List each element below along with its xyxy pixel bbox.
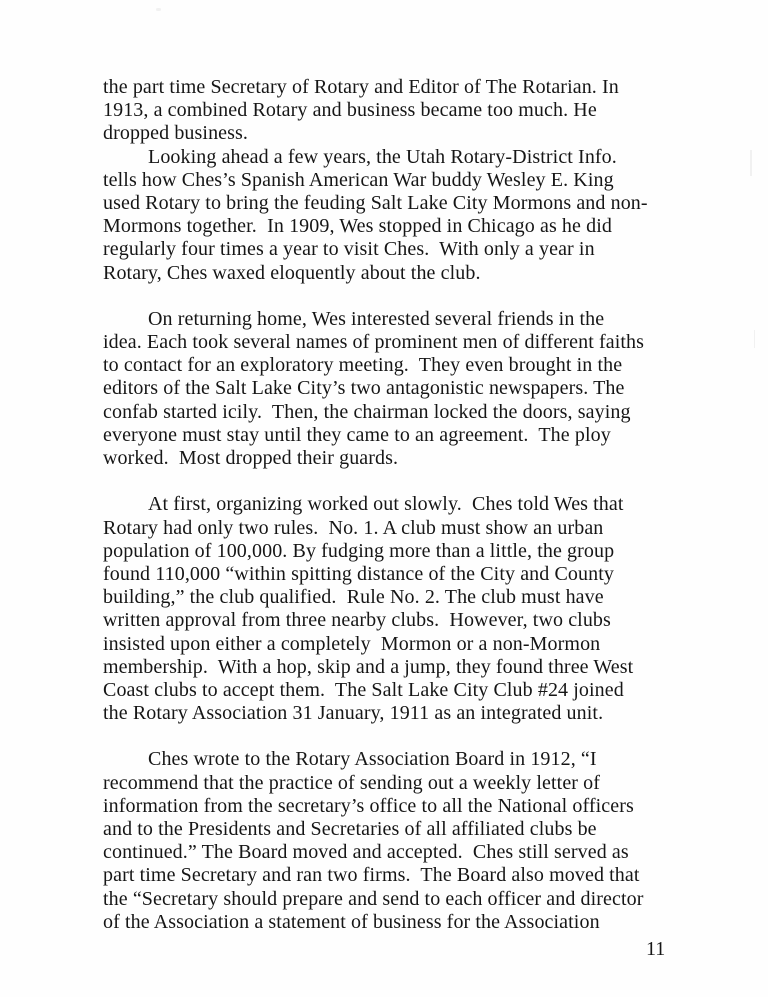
scan-artifact [750,150,752,176]
text-line: part time Secretary and ran two firms. The Board also moved that [103,864,640,887]
paragraph [103,76,648,146]
text-line: found 110,000 “within spitting distance of the City and County [103,562,614,585]
text-line: recommend that the practice of sending out a weekly letter of [103,771,601,794]
text-line: Coast clubs to accept them. The Salt Lake City Club #24 joined [103,678,624,701]
text-line: building,” the club qualified. Rule No. 2. The club must have [103,586,604,609]
page-body-text [103,76,648,934]
text-line: confab started icily. Then, the chairman locked the doors, saying [103,400,631,423]
text-line: tells how Ches’s Spanish American War buddy Wesley E. King [103,168,614,191]
text-line: the “Secretary should prepare and send to each officer and director [103,887,644,910]
text-line: everyone must stay until they came to an agreement. The ploy [103,423,611,446]
text-line: used Rotary to bring the feuding Salt Lake City Mormons and non- [103,191,648,214]
text-line: idea. Each took several names of prominent men of different faiths [103,331,645,354]
paragraph [103,308,648,470]
text-line: the Rotary Association 31 January, 1911 as an integrated unit. [103,702,604,725]
text-line: to contact for an exploratory meeting. They even brought in the [103,354,623,377]
text-line: Rotary had only two rules. No. 1. A club must show an urban [103,516,604,539]
text-line: worked. Most dropped their guards. [103,447,399,469]
text-line: editors of the Salt Lake City’s two antagonistic newspapers. The [103,377,625,400]
text-line: population of 100,000. By fudging more than a little, the group [103,539,615,562]
text-line: membership. With a hop, skip and a jump, they found three West [103,655,634,678]
text-line: regularly four times a year to visit Ches. With only a year in [103,238,595,261]
text-line: At first, organizing worked out slowly. Ches told Wes that [148,493,624,516]
text-line: information from the secretary’s office to all the National officers [103,794,634,817]
text-line: and to the Presidents and Secretaries of all affiliated clubs be [103,818,597,840]
scan-artifact [754,330,755,348]
text-line: Looking ahead a few years, the Utah Rotary-District Info. [148,145,617,168]
text-line: Rotary, Ches waxed eloquently about the club. [103,261,481,284]
text-line: insisted upon either a completely Mormon or a non-Mormon [103,632,601,655]
text-line: 1913, a combined Rotary and business became too much. He [103,99,597,122]
paragraph [103,748,648,934]
text-line: Ches wrote to the Rotary Association Board in 1912, “I [148,748,597,771]
text-line: continued.” The Board moved and accepted. Ches still served as [103,841,629,864]
paragraph [103,493,648,725]
text-line: On returning home, Wes interested several friends in the [148,307,605,330]
text-line: Mormons together. In 1909, Wes stopped in Chicago as he did [103,215,612,238]
text-line: written approval from three nearby clubs. However, two clubs [103,609,611,632]
paragraph [103,146,648,285]
text-line: dropped business. [103,122,249,145]
text-line: of the Association a statement of business for the Association [103,910,600,933]
text-line: the part time Secretary of Rotary and Editor of The Rotarian. In [103,76,619,98]
scan-artifact [156,8,161,11]
page-number: 11 [646,938,666,960]
